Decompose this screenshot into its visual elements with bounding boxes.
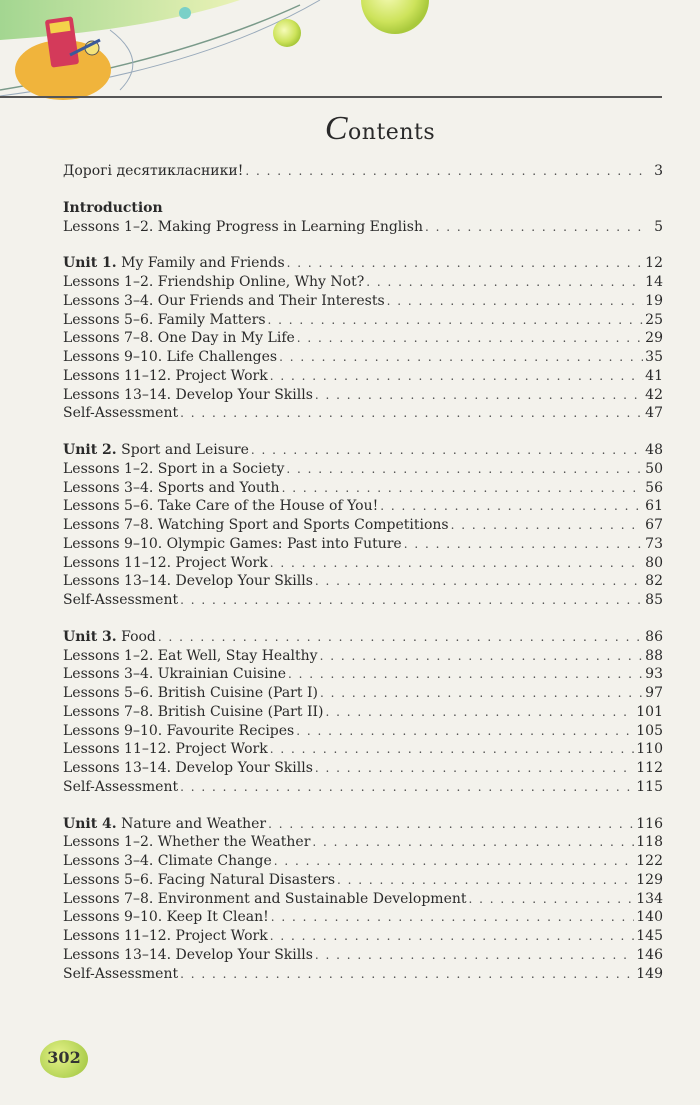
toc-entry[interactable] <box>63 665 663 684</box>
title-initial: C <box>324 110 349 147</box>
toc-entry-page: 110 <box>636 741 663 758</box>
page-title <box>0 110 700 148</box>
toc-entry-page: 5 <box>654 218 663 235</box>
dot-leader <box>315 386 643 405</box>
toc-preface <box>63 162 663 181</box>
toc-entry-label: Lessons 11–12. Project Work <box>63 741 268 758</box>
dot-leader <box>469 890 635 909</box>
unit-number: Unit 2. <box>63 442 117 458</box>
unit-heading <box>63 254 287 273</box>
toc-entry[interactable] <box>63 497 663 516</box>
toc-entry-page: 115 <box>636 778 663 795</box>
toc-entry-label: Lessons 13–14. Develop Your Skills <box>63 760 313 776</box>
toc-entry-label: Lessons 7–8. Watching Sport and Sports Competitions <box>63 517 449 533</box>
toc-entry-label: Self-Assessment <box>63 778 179 795</box>
toc-entry-page: 80 <box>645 554 663 571</box>
toc-entry-label: Lessons 9–10. Keep It Clean! <box>63 909 269 926</box>
toc-entry[interactable] <box>63 218 663 237</box>
dot-leader <box>158 628 643 647</box>
dot-leader <box>180 404 643 423</box>
toc-entry[interactable] <box>63 311 663 330</box>
toc-entry[interactable] <box>63 404 663 423</box>
toc-entry-page: 29 <box>645 330 663 347</box>
unit-heading-row[interactable] <box>63 628 663 647</box>
toc-entry-label: Lessons 9–10. Favourite Recipes <box>63 722 295 739</box>
dot-leader <box>270 367 643 386</box>
toc-entry-page: 50 <box>645 460 663 477</box>
toc-entry-label: Lessons 9–10. Life Challenges <box>63 349 278 365</box>
toc-unit-4 <box>63 815 663 984</box>
toc-entry-page: 101 <box>636 703 663 720</box>
unit-title: Sport and Leisure <box>116 442 249 458</box>
dot-leader <box>451 516 643 535</box>
dot-leader <box>274 852 635 871</box>
toc-entry[interactable] <box>63 722 663 741</box>
dot-leader <box>312 833 634 852</box>
toc-entry-label: Lessons 3–4. Sports and Youth <box>63 479 280 496</box>
unit-heading-row[interactable] <box>63 441 663 460</box>
unit-title: Food <box>116 628 156 645</box>
dot-leader <box>270 740 635 759</box>
dot-leader <box>251 441 643 460</box>
toc-entry-page: 56 <box>645 479 663 496</box>
section-heading: Introduction <box>63 199 163 216</box>
dot-leader <box>296 722 634 741</box>
toc-entry[interactable] <box>63 871 663 890</box>
toc-entry-page: 61 <box>645 498 663 515</box>
toc-entry-label: Self-Assessment <box>63 405 179 422</box>
dot-leader <box>320 647 643 666</box>
dot-leader <box>180 778 634 797</box>
unit-heading <box>63 815 268 834</box>
toc-entry[interactable] <box>63 367 663 386</box>
dot-leader <box>268 815 634 834</box>
toc-entry[interactable] <box>63 554 663 573</box>
dot-leader <box>325 703 634 722</box>
toc-entry-page: 118 <box>636 834 663 851</box>
table-of-contents <box>63 162 663 1001</box>
toc-entry-page: 116 <box>636 815 663 832</box>
toc-entry-page: 48 <box>645 442 663 458</box>
toc-entry-page: 129 <box>636 871 663 888</box>
dot-leader <box>320 684 643 703</box>
dot-leader <box>180 965 634 984</box>
header-rule <box>0 96 662 98</box>
toc-entry-page: 73 <box>645 535 663 552</box>
toc-entry[interactable] <box>63 833 663 852</box>
toc-entry[interactable] <box>63 927 663 946</box>
unit-heading <box>63 441 251 460</box>
toc-entry-label: Lessons 11–12. Project Work <box>63 554 268 571</box>
toc-entry[interactable] <box>63 273 663 292</box>
dot-leader <box>282 479 643 498</box>
toc-entry-page: 112 <box>636 760 663 776</box>
toc-entry-page: 105 <box>636 722 663 739</box>
toc-entry[interactable] <box>63 460 663 479</box>
dot-leader <box>287 254 643 273</box>
toc-entry-label: Lessons 13–14. Develop Your Skills <box>63 573 313 590</box>
toc-entry-page: 149 <box>636 965 663 982</box>
toc-entry-label: Lessons 1–2. Friendship Online, Why Not? <box>63 274 365 290</box>
dot-leader <box>245 162 643 181</box>
toc-entry-label: Lessons 1–2. Whether the Weather <box>63 834 311 851</box>
dot-leader <box>286 460 643 479</box>
dot-leader <box>297 329 643 348</box>
toc-entry-page: 14 <box>645 274 663 290</box>
toc-entry[interactable] <box>63 908 663 927</box>
toc-entry[interactable] <box>63 740 663 759</box>
unit-title: My Family and Friends <box>116 255 285 272</box>
toc-unit-1 <box>63 254 663 423</box>
toc-entry[interactable] <box>63 348 663 367</box>
dot-leader <box>288 665 643 684</box>
toc-entry-page: 85 <box>645 592 663 608</box>
toc-entry[interactable] <box>63 162 663 181</box>
unit-heading <box>63 628 158 647</box>
unit-number: Unit 3. <box>63 628 117 645</box>
toc-entry-label: Lessons 11–12. Project Work <box>63 367 268 384</box>
toc-entry-page: 145 <box>636 928 663 944</box>
toc-entry-page: 19 <box>645 292 663 309</box>
toc-entry-label: Lessons 5–6. Take Care of the House of You! <box>63 498 379 515</box>
dot-leader <box>270 554 643 573</box>
dot-leader <box>425 218 643 237</box>
toc-entry-label: Lessons 7–8. British Cuisine (Part II) <box>63 703 324 720</box>
toc-entry-label: Lessons 3–4. Ukrainian Cuisine <box>63 666 287 683</box>
toc-entry[interactable] <box>63 329 663 348</box>
toc-entry[interactable] <box>63 759 663 778</box>
toc-entry-label: Lessons 1–2. Making Progress in Learning English <box>63 218 423 235</box>
toc-entry[interactable] <box>63 965 663 984</box>
toc-entry[interactable] <box>63 778 663 797</box>
toc-entry-label: Lessons 3–4. Our Friends and Their Interests <box>63 292 385 309</box>
toc-entry-label: Lessons 5–6. British Cuisine (Part I) <box>63 685 318 701</box>
unit-number: Unit 4. <box>63 815 117 832</box>
dot-leader <box>315 946 634 965</box>
toc-entry-page: 97 <box>645 685 663 701</box>
toc-entry[interactable] <box>63 852 663 871</box>
toc-entry[interactable] <box>63 890 663 909</box>
dot-leader <box>268 311 643 330</box>
toc-entry-page: 88 <box>645 647 663 664</box>
toc-unit-3 <box>63 628 663 797</box>
toc-entry-label: Дорогі десятикласники! <box>63 163 244 179</box>
toc-entry-page: 3 <box>654 163 663 179</box>
toc-entry-page: 140 <box>636 909 663 926</box>
toc-entry[interactable] <box>63 684 663 703</box>
toc-entry-label: Lessons 3–4. Climate Change <box>63 853 272 869</box>
page-number: 302 <box>47 1048 81 1067</box>
toc-entry-page: 134 <box>636 890 663 907</box>
toc-entry[interactable] <box>63 703 663 722</box>
toc-entry[interactable] <box>63 946 663 965</box>
toc-entry-label: Lessons 5–6. Facing Natural Disasters <box>63 871 336 888</box>
toc-entry-page: 82 <box>645 573 663 590</box>
toc-entry-label: Lessons 9–10. Olympic Games: Past into Future <box>63 535 402 552</box>
toc-entry-page: 35 <box>645 349 663 365</box>
dot-leader <box>180 591 643 610</box>
toc-entry-label: Self-Assessment <box>63 965 179 982</box>
toc-entry-label: Lessons 1–2. Sport in a Society <box>63 460 285 477</box>
dot-leader <box>366 273 643 292</box>
toc-entry-page: 93 <box>645 666 663 683</box>
toc-entry-label: Lessons 13–14. Develop Your Skills <box>63 946 313 963</box>
toc-entry-label: Lessons 1–2. Eat Well, Stay Healthy <box>63 647 318 664</box>
toc-entry-page: 122 <box>636 853 663 869</box>
dot-leader <box>270 927 635 946</box>
toc-entry[interactable] <box>63 479 663 498</box>
toc-entry-label: Lessons 7–8. Environment and Sustainable Development <box>63 890 467 907</box>
toc-entry-page: 86 <box>645 628 663 645</box>
dot-leader <box>315 759 634 778</box>
dot-leader <box>380 497 643 516</box>
toc-entry-page: 41 <box>645 367 663 384</box>
toc-entry-page: 25 <box>645 311 663 328</box>
dot-leader <box>271 908 634 927</box>
toc-entry-page: 42 <box>645 386 663 403</box>
unit-title: Nature and Weather <box>116 815 267 832</box>
dot-leader <box>315 572 643 591</box>
corner-illustration <box>0 0 700 110</box>
dot-leader <box>387 292 643 311</box>
toc-entry[interactable] <box>63 516 663 535</box>
unit-heading-row[interactable] <box>63 815 663 834</box>
toc-entry[interactable] <box>63 591 663 610</box>
dot-leader <box>337 871 634 890</box>
toc-entry-label: Lessons 13–14. Develop Your Skills <box>63 386 313 403</box>
toc-entry-label: Lessons 7–8. One Day in My Life <box>63 330 295 347</box>
toc-entry-page: 12 <box>645 255 663 272</box>
toc-entry[interactable] <box>63 572 663 591</box>
toc-entry-page: 47 <box>645 405 663 422</box>
toc-entry-page: 146 <box>636 946 663 963</box>
dot-leader <box>404 535 643 554</box>
toc-entry-label: Self-Assessment <box>63 592 179 608</box>
title-rest: ontents <box>348 120 436 145</box>
toc-entry[interactable] <box>63 647 663 666</box>
unit-heading-row[interactable] <box>63 254 663 273</box>
toc-entry-label: Lessons 5–6. Family Matters <box>63 311 266 328</box>
toc-unit-2 <box>63 441 663 610</box>
toc-introduction <box>63 199 663 237</box>
toc-entry[interactable] <box>63 535 663 554</box>
toc-entry-page: 67 <box>645 517 663 533</box>
toc-entry-label: Lessons 11–12. Project Work <box>63 928 268 944</box>
unit-number: Unit 1. <box>63 255 117 272</box>
dot-leader <box>279 348 643 367</box>
toc-entry[interactable] <box>63 292 663 311</box>
toc-entry[interactable] <box>63 386 663 405</box>
